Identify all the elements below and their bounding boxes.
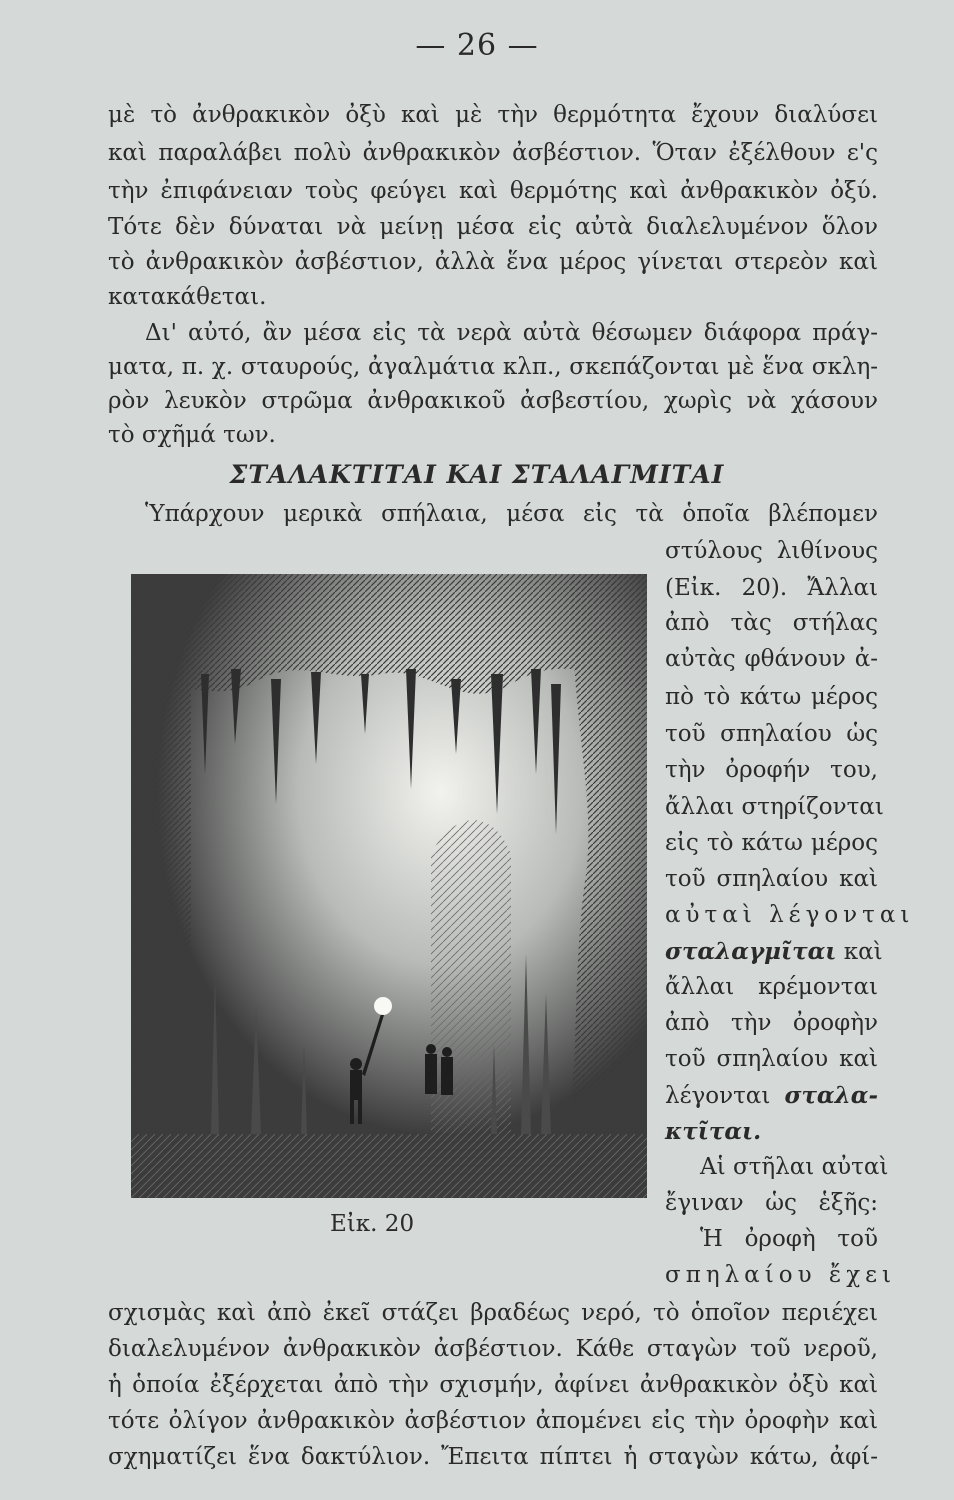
side-line: αὐταὶ λέγονται (665, 902, 915, 928)
body-line: Τότε δὲν δύναται νὰ μείνῃ μέσα εἰς αὐτὰ διαλελυμένον ὅλον (108, 214, 878, 240)
body-line: σχισμὰς καὶ ἀπὸ ἐκεῖ στάζει βραδέως νερό, τὸ ὁποῖον περιέχει (108, 1300, 878, 1326)
body-line: Δι' αὐτό, ἂν μέσα εἰς τὰ νερὰ αὐτὰ θέσωμεν διάφορα πράγ- (145, 320, 878, 346)
side-word: καὶ (843, 939, 883, 965)
side-line: πὸ τὸ κάτω μέρος (665, 684, 878, 710)
side-line: ἔγιναν ὡς ἑξῆς: (665, 1190, 878, 1216)
side-line (665, 938, 883, 965)
side-line (665, 1084, 878, 1108)
side-line (665, 1120, 878, 1144)
body-line: τὸ ἀνθρακικὸν ἀσβέστιον, ἀλλὰ ἕνα μέρος γίνεται στερεὸν καὶ (108, 249, 878, 275)
body-line: τότε ὀλίγον ἀνθρακικὸν ἀσβέστιον ἀπομένει εἰς τὴν ὀροφὴν καὶ (108, 1408, 878, 1434)
body-line: κατακάθεται. (108, 284, 267, 310)
body-line: Ὑπάρχουν μερικὰ σπήλαια, μέσα εἰς τὰ ὁποῖα βλέπομεν (145, 501, 878, 527)
body-line: ματα, π. χ. σταυρούς, ἀγαλμάτια κλπ., σκεπάζονται μὲ ἕνα σκλη- (108, 354, 878, 380)
cave-illustration (131, 574, 647, 1198)
body-line: ρὸν λευκὸν στρῶμα ἀνθρακικοῦ ἀσβεστίου, χωρὶς νὰ χάσουν (108, 388, 878, 414)
side-line: τοῦ σπηλαίου καὶ (665, 866, 878, 892)
side-line: ἀπὸ τὴν ὀροφὴν (665, 1010, 878, 1036)
term-stalactites-part2: κτῖται. (665, 1118, 762, 1145)
side-line: τοῦ σπηλαίου ὡς (665, 721, 878, 747)
body-line: μὲ τὸ ἀνθρακικὸν ὀξὺ καὶ μὲ τὴν θερμότητα ἔχουν διαλύσει (108, 102, 878, 128)
term-stalagmites: σταλαγμῖται (665, 938, 837, 965)
side-line: τοῦ σπηλαίου καὶ (665, 1046, 878, 1072)
section-heading: ΣΤΑΛΑΚΤΙΤΑΙ ΚΑΙ ΣΤΑΛΑΓΜΙΤΑΙ (229, 460, 725, 489)
side-line: ἀπὸ τὰς στήλας (665, 610, 878, 636)
side-line: ἄλλαι κρέμονται (665, 974, 878, 1000)
body-line: τὴν ἐπιφάνειαν τοὺς φεύγει καὶ θερμότης καὶ ἀνθρακικὸν ὀξύ. (108, 178, 878, 204)
body-line: τὸ σχῆμά των. (108, 422, 276, 448)
body-line: ἡ ὁποία ἐξέρχεται ἀπὸ τὴν σχισμήν, ἀφίνει ἀνθρακικὸν ὀξὺ καὶ (108, 1372, 878, 1398)
side-line: στύλους λιθίνους (665, 538, 878, 564)
side-line: σπηλαίου ἔχει (665, 1262, 897, 1288)
page-number: — 26 — (415, 28, 539, 63)
figure-caption: Εἰκ. 20 (330, 1211, 415, 1237)
side-line: (Εἰκ. 20). Ἄλλαι (665, 575, 878, 601)
term-stalactites-part1: σταλα- (784, 1082, 878, 1109)
side-line: ἄλλαι στηρίζονται (665, 794, 884, 820)
side-line: τὴν ὀροφήν του, (665, 757, 878, 783)
side-line: Αἱ στῆλαι αὐταὶ (700, 1154, 889, 1180)
body-line: διαλελυμένον ἀνθρακικὸν ἀσβέστιον. Κάθε σταγὼν τοῦ νεροῦ, (108, 1336, 878, 1362)
body-line: σχηματίζει ἕνα δακτύλιον. Ἔπειτα πίπτει ἡ σταγὼν κάτω, ἀφί- (108, 1444, 878, 1470)
side-word: λέγονται (665, 1083, 771, 1109)
side-line: εἰς τὸ κάτω μέρος (665, 830, 878, 856)
side-line: αὐτὰς φθάνουν ἀ- (665, 646, 878, 672)
side-line: Ἡ ὀροφὴ τοῦ (700, 1226, 878, 1252)
body-line: καὶ παραλάβει πολὺ ἀνθρακικὸν ἀσβέστιον. Ὅταν ἐξέλθουν ε'ς (108, 140, 878, 166)
